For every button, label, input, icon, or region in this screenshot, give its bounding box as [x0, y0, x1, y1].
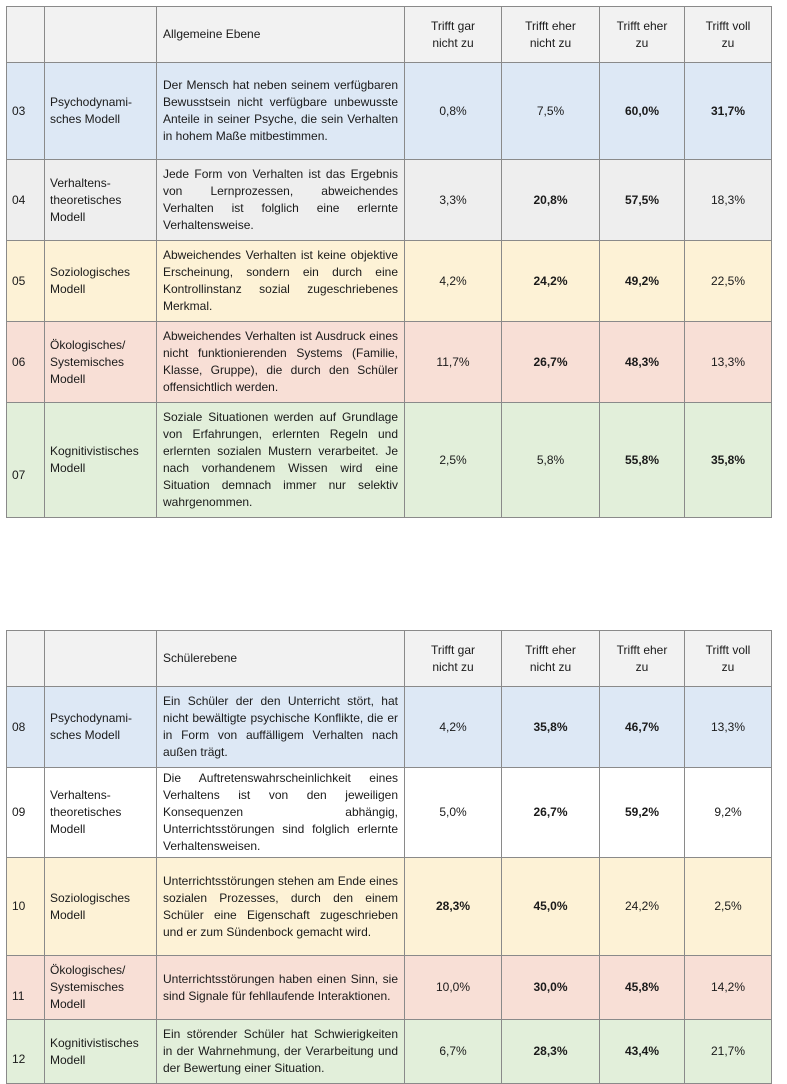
value-strongly-disagree: 6,7% [405, 1020, 502, 1084]
model-name: Soziologisches Modell [45, 858, 157, 956]
value-strongly-agree: 18,3% [685, 160, 772, 241]
value-strongly-agree: 13,3% [685, 322, 772, 403]
value-disagree: 24,2% [502, 241, 600, 322]
value-strongly-disagree: 4,2% [405, 241, 502, 322]
value-agree: 57,5% [600, 160, 685, 241]
item-number: 07 [7, 403, 45, 518]
header-number-cell [7, 7, 45, 63]
model-name: Verhaltens- theoretisches Modell [45, 768, 157, 858]
header-col-strongly-disagree: Trifft gar nicht zu [405, 7, 502, 63]
statement-text: Abweichendes Verhalten ist keine objektive Erscheinung, sondern ein durch eine Kontrollinstanz sozial zugeschriebenes Merkmal. [157, 241, 405, 322]
table-row [7, 1020, 772, 1084]
item-number: 12 [7, 1020, 45, 1084]
value-agree: 45,8% [600, 956, 685, 1020]
value-strongly-agree: 14,2% [685, 956, 772, 1020]
statement-text: Soziale Situationen werden auf Grundlage von Erfahrungen, erlernten Regeln und erlernten sozialen Mustern verarbeitet. Je nach vorhandenem Wissen wird eine Situation demnach immer nur selektiv wahrgenommen. [157, 403, 405, 518]
item-number: 03 [7, 63, 45, 160]
model-name: Psychodynami- sches Modell [45, 63, 157, 160]
table-row [7, 322, 772, 403]
value-agree: 46,7% [600, 687, 685, 768]
value-disagree: 20,8% [502, 160, 600, 241]
item-number: 11 [7, 956, 45, 1020]
statement-text: Unterrichtsstörungen haben einen Sinn, sie sind Signale für fehllaufende Interaktionen. [157, 956, 405, 1020]
header-col-agree: Trifft eher zu [600, 7, 685, 63]
table-row [7, 687, 772, 768]
value-disagree: 5,8% [502, 403, 600, 518]
statement-text: Ein störender Schüler hat Schwierigkeiten in der Wahrnehmung, der Verarbeitung und der Bewertung einer Situation. [157, 1020, 405, 1084]
header-col-strongly-agree: Trifft voll zu [685, 7, 772, 63]
value-strongly-agree: 2,5% [685, 858, 772, 956]
value-strongly-disagree: 28,3% [405, 858, 502, 956]
model-name: Kognitivistisches Modell [45, 1020, 157, 1084]
header-level-title: Allgemeine Ebene [157, 7, 405, 63]
header-col-strongly-disagree: Trifft gar nicht zu [405, 631, 502, 687]
header-col-strongly-agree: Trifft voll zu [685, 631, 772, 687]
value-strongly-disagree: 10,0% [405, 956, 502, 1020]
header-col-disagree: Trifft eher nicht zu [502, 631, 600, 687]
table-row [7, 403, 772, 518]
item-number: 09 [7, 768, 45, 858]
value-strongly-disagree: 11,7% [405, 322, 502, 403]
table-row [7, 160, 772, 241]
value-agree: 43,4% [600, 1020, 685, 1084]
value-strongly-agree: 31,7% [685, 63, 772, 160]
value-strongly-disagree: 2,5% [405, 403, 502, 518]
value-disagree: 7,5% [502, 63, 600, 160]
model-name: Ökologisches/ Systemisches Modell [45, 956, 157, 1020]
value-disagree: 26,7% [502, 768, 600, 858]
table-row [7, 858, 772, 956]
value-agree: 60,0% [600, 63, 685, 160]
value-strongly-disagree: 0,8% [405, 63, 502, 160]
model-name: Kognitivistisches Modell [45, 403, 157, 518]
item-number: 06 [7, 322, 45, 403]
item-number: 10 [7, 858, 45, 956]
value-strongly-agree: 21,7% [685, 1020, 772, 1084]
value-disagree: 30,0% [502, 956, 600, 1020]
value-agree: 49,2% [600, 241, 685, 322]
value-strongly-agree: 35,8% [685, 403, 772, 518]
value-strongly-disagree: 3,3% [405, 160, 502, 241]
value-disagree: 28,3% [502, 1020, 600, 1084]
value-agree: 24,2% [600, 858, 685, 956]
value-strongly-agree: 13,3% [685, 687, 772, 768]
survey-table-general-level [6, 6, 772, 518]
table-header-row [7, 631, 772, 687]
model-name: Verhaltens- theoretisches Modell [45, 160, 157, 241]
value-strongly-agree: 9,2% [685, 768, 772, 858]
header-number-cell [7, 631, 45, 687]
statement-text: Die Auftretenswahrscheinlichkeit eines Verhaltens ist von den jeweiligen Konsequenzen abhängig, Unterrichtsstörungen sind folglich erlernte Verhaltensweisen. [157, 768, 405, 858]
header-model-cell [45, 7, 157, 63]
table-header-row [7, 7, 772, 63]
model-name: Soziologisches Modell [45, 241, 157, 322]
statement-text: Abweichendes Verhalten ist Ausdruck eines nicht funktionierenden Systems (Familie, Klasse, Gruppe), die durch den Schüler offensichtlich werden. [157, 322, 405, 403]
value-disagree: 45,0% [502, 858, 600, 956]
statement-text: Jede Form von Verhalten ist das Ergebnis von Lernprozessen, abweichendes Verhalten ist folglich eine erlernte Verhaltensweise. [157, 160, 405, 241]
value-agree: 59,2% [600, 768, 685, 858]
table-row [7, 63, 772, 160]
table-row [7, 956, 772, 1020]
table-row [7, 768, 772, 858]
header-model-cell [45, 631, 157, 687]
item-number: 04 [7, 160, 45, 241]
header-col-agree: Trifft eher zu [600, 631, 685, 687]
statement-text: Unterrichtsstörungen stehen am Ende eines sozialen Prozesses, durch den einem Schüler eine Eigenschaft zugeschrieben und er zum Sündenbock gemacht wird. [157, 858, 405, 956]
survey-table-student-level [6, 630, 772, 1084]
value-disagree: 35,8% [502, 687, 600, 768]
value-agree: 48,3% [600, 322, 685, 403]
header-col-disagree: Trifft eher nicht zu [502, 7, 600, 63]
value-strongly-disagree: 5,0% [405, 768, 502, 858]
model-name: Ökologisches/ Systemisches Modell [45, 322, 157, 403]
table-row [7, 241, 772, 322]
statement-text: Der Mensch hat neben seinem verfügbaren Bewusstsein nicht verfügbare unbewusste Anteile in seiner Psyche, die sein Verhalten in hohem Maße mitbestimmen. [157, 63, 405, 160]
item-number: 08 [7, 687, 45, 768]
header-level-title: Schülerebene [157, 631, 405, 687]
statement-text: Ein Schüler der den Unterricht stört, hat nicht bewältigte psychische Konflikte, die er in Form von auffälligem Verhalten nach außen trägt. [157, 687, 405, 768]
value-strongly-agree: 22,5% [685, 241, 772, 322]
model-name: Psychodynami- sches Modell [45, 687, 157, 768]
value-disagree: 26,7% [502, 322, 600, 403]
item-number: 05 [7, 241, 45, 322]
value-agree: 55,8% [600, 403, 685, 518]
value-strongly-disagree: 4,2% [405, 687, 502, 768]
